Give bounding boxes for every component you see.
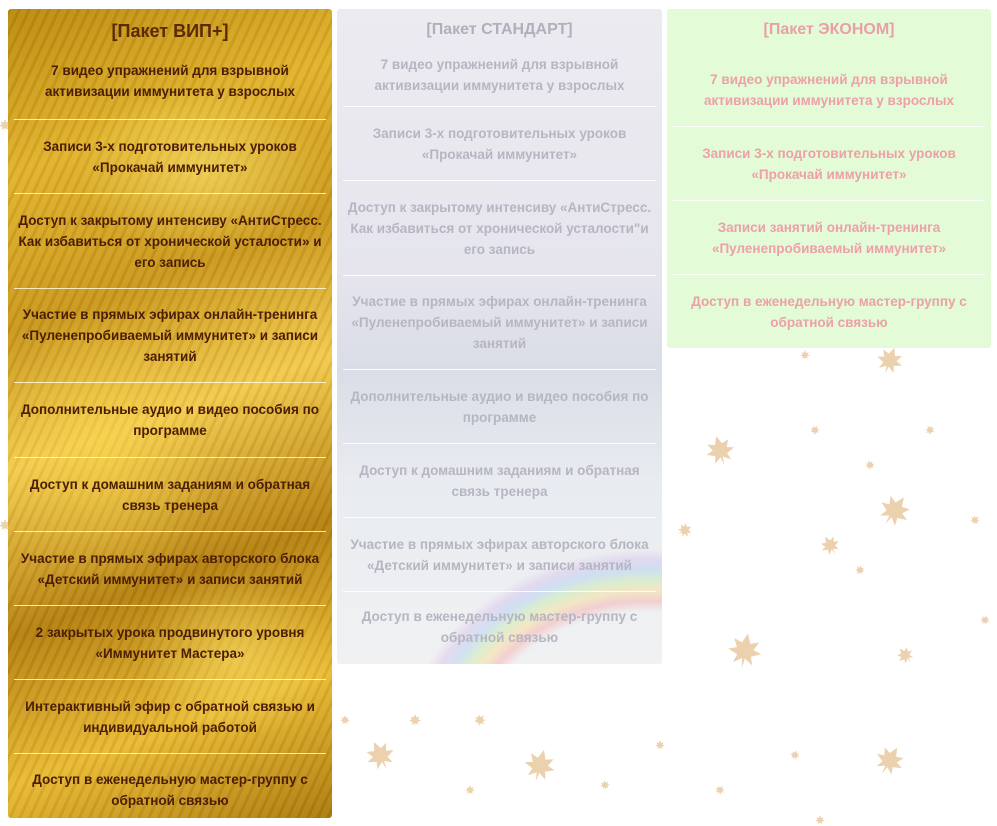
maple-leaf-icon — [815, 815, 825, 825]
feature-item: Участие в прямых эфирах онлайн-тренинга «Пуленепробиваемый иммунитет» и записи занятий — [343, 276, 656, 370]
maple-leaf-icon — [893, 643, 917, 667]
package-card-standard — [337, 9, 662, 664]
maple-leaf-icon — [979, 614, 991, 627]
feature-item: 7 видео упражнений для взрывной активизации иммунитета у взрослых — [673, 53, 985, 127]
maple-leaf-icon — [675, 520, 695, 540]
maple-leaf-icon — [599, 779, 610, 791]
package-card-vip — [8, 9, 332, 818]
maple-leaf-icon — [817, 532, 844, 559]
feature-item: 7 видео упражнений для взрывной активизации иммунитета у взрослых — [14, 43, 326, 120]
feature-item: Интерактивный эфир с обратной связью и индивидуальной работой — [14, 680, 326, 754]
maple-leaf-icon — [521, 746, 560, 785]
maple-leaf-icon — [854, 564, 865, 576]
maple-leaf-icon — [864, 459, 876, 472]
feature-item: Доступ к закрытому интенсиву «АнтиСтресс. Как избавиться от хронической усталости» и его запись — [14, 194, 326, 289]
maple-leaf-icon — [870, 740, 910, 780]
maple-leaf-icon — [361, 736, 400, 775]
feature-item: Доступ к домашним заданиям и обратная связь тренера — [343, 444, 656, 518]
package-title-vip: [Пакет ВИП+] — [111, 21, 229, 41]
feature-item: Доступ в еженедельную мастер-группу с обратной связью — [32, 772, 308, 808]
feature-item: Доступ в еженедельную мастер-группу с обратной связью — [361, 609, 638, 645]
feature-item: Дополнительные аудио и видео пособия по программе — [343, 370, 656, 444]
feature-list-vip — [8, 43, 332, 818]
maple-leaf-icon — [465, 785, 475, 795]
feature-item: 7 видео упражнений для взрывной активизации иммунитета у взрослых — [343, 43, 656, 107]
feature-item: Записи 3-х подготовительных уроков «Прокачай иммунитет» — [14, 120, 326, 194]
feature-item: 2 закрытых урока продвинутого уровня «Иммунитет Мастера» — [14, 606, 326, 680]
feature-item: Участие в прямых эфирах авторского блока «Детский иммунитет» и записи занятий — [14, 532, 326, 606]
maple-leaf-icon — [923, 423, 936, 436]
feature-item: Доступ к домашним заданиям и обратная связь тренера — [14, 458, 326, 532]
feature-item: Доступ в еженедельную мастер-группу с обратной связью — [691, 294, 967, 330]
maple-leaf-icon — [725, 631, 764, 671]
maple-leaf-icon — [873, 488, 917, 533]
maple-leaf-icon — [471, 712, 488, 729]
package-card-econom — [667, 9, 991, 348]
feature-item: Доступ к закрытому интенсиву «АнтиСтресс. Как избавиться от хронической усталости"и его запись — [343, 181, 656, 276]
feature-item: Участие в прямых эфирах онлайн-тренинга «Пуленепробиваемый иммунитет» и записи занятий — [14, 289, 326, 383]
feature-list-econom — [667, 53, 991, 348]
feature-list-standard — [337, 43, 662, 662]
feature-item: Записи 3-х подготовительных уроков «Прокачай иммунитет» — [343, 107, 656, 181]
maple-leaf-icon — [702, 432, 738, 468]
feature-item: Записи 3-х подготовительных уроков «Прокачай иммунитет» — [673, 127, 985, 201]
maple-leaf-icon — [873, 343, 907, 378]
feature-item: Дополнительные аудио и видео пособия по программе — [14, 383, 326, 458]
maple-leaf-icon — [800, 350, 810, 360]
maple-leaf-icon — [655, 740, 665, 750]
maple-leaf-icon — [409, 714, 421, 727]
package-title-standard: [Пакет СТАНДАРТ] — [426, 21, 573, 38]
maple-leaf-icon — [808, 423, 821, 436]
maple-leaf-icon — [340, 715, 350, 725]
maple-leaf-icon — [789, 749, 801, 762]
package-title-econom: [Пакет ЭКОНОМ] — [763, 21, 895, 38]
maple-leaf-icon — [968, 513, 982, 527]
maple-leaf-icon — [713, 783, 726, 796]
feature-item: Записи занятий онлайн-тренинга «Пуленепробиваемый иммунитет» — [673, 201, 985, 275]
feature-item: Участие в прямых эфирах авторского блока «Детский иммунитет» и записи занятий — [343, 518, 656, 592]
